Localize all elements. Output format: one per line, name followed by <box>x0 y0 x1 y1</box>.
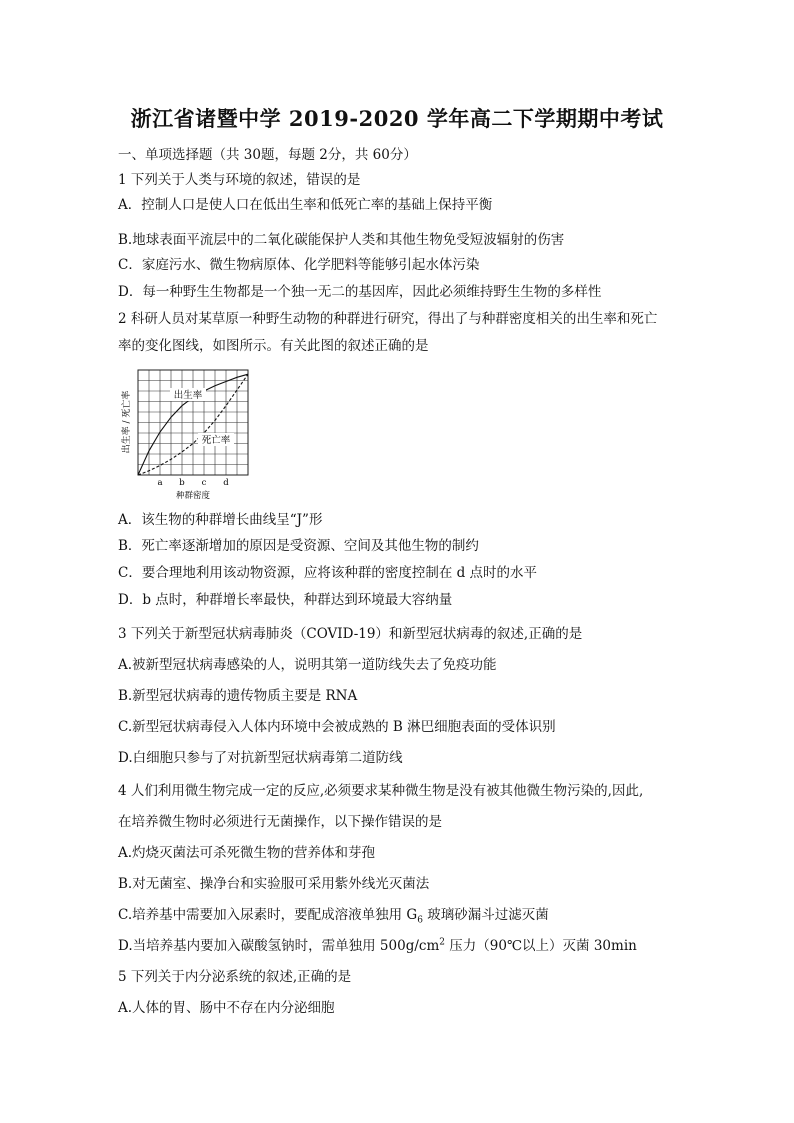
x-tick-label: d <box>223 478 229 488</box>
question-4-stem-line1: 4 人们利用微生物完成一定的反应,必须要求某种微生物是没有被其他微生物污染的,因此, <box>118 783 644 799</box>
question-4-option-b: B.对无菌室、操净台和实验服可采用紫外线光灭菌法 <box>118 876 430 892</box>
question-4-option-a: A.灼烧灭菌法可杀死微生物的营养体和芽孢 <box>118 845 376 861</box>
exam-title: 浙江省诸暨中学 2019-2020 学年高二下学期期中考试 <box>130 106 664 131</box>
option-c-text: C.培养基中需要加入尿素时，要配成溶液单独用 G <box>118 907 418 923</box>
question-2-option-b: B．死亡率逐渐增加的原因是受资源、空间及其他生物的制约 <box>118 538 479 554</box>
question-1-option-b: B.地球表面平流层中的二氧化碳能保护人类和其他生物免受短波辐射的伤害 <box>118 232 565 248</box>
question-4-option-d <box>118 937 637 955</box>
question-3-option-b: B.新型冠状病毒的遗传物质主要是 RNA <box>118 688 358 704</box>
question-2-option-c: C．要合理地利用该动物资源，应将该种群的密度控制在 d 点时的水平 <box>118 565 538 581</box>
x-axis-label: 种群密度 <box>175 491 211 501</box>
question-3-stem: 3 下列关于新型冠状病毒肺炎（COVID-19）和新型冠状病毒的叙述,正确的是 <box>118 626 583 642</box>
question-3-option-c: C.新型冠状病毒侵入人体内环境中会被成熟的 B 淋巴细胞表面的受体识别 <box>118 719 556 735</box>
x-tick-label: b <box>179 478 185 488</box>
question-5-option-a: A.人体的胃、肠中不存在内分泌细胞 <box>118 1000 335 1016</box>
x-tick-label: c <box>201 478 207 488</box>
section-heading: 一、单项选择题（共 30题，每题 2分，共 60分） <box>118 147 417 163</box>
question-2-option-d: D．b 点时，种群增长率最快，种群达到环境最大容纳量 <box>118 592 453 608</box>
death-rate-label: 死亡率 <box>201 435 231 446</box>
question-4-stem-line2: 在培养微生物时必须进行无菌操作，以下操作错误的是 <box>118 814 442 830</box>
x-tick-label: a <box>157 478 163 488</box>
option-d-superscript: 2 <box>439 937 445 948</box>
question-4-option-c <box>118 906 549 924</box>
option-d-text-end: 压力（90℃以上）灭菌 30min <box>444 938 637 954</box>
x-tick-labels <box>157 478 229 488</box>
question-1-option-d: D．每一种野生生物都是一个独一无二的基因库，因此必须维持野生生物的多样性 <box>118 284 602 300</box>
question-2-option-a: A．该生物的种群增长曲线呈“J”形 <box>118 512 323 528</box>
y-axis-label: 出生率 / 死亡率 <box>122 390 132 454</box>
population-chart <box>118 364 258 504</box>
option-d-text: D.当培养基内要加入碳酸氢钠时，需单独用 500g/cm <box>118 938 440 954</box>
question-1-option-c: C．家庭污水、微生物病原体、化学肥料等能够引起水体污染 <box>118 257 480 273</box>
option-c-subscript: 6 <box>417 915 423 926</box>
question-3-option-d: D.白细胞只参与了对抗新型冠状病毒第二道防线 <box>118 750 403 766</box>
question-1-stem: 1 下列关于人类与环境的叙述，错误的是 <box>118 172 361 188</box>
birth-rate-label: 出生率 <box>173 390 203 401</box>
question-5-stem: 5 下列关于内分泌系统的叙述,正确的是 <box>118 969 352 985</box>
question-1-option-a: A．控制人口是使人口在低出生率和低死亡率的基础上保持平衡 <box>118 197 493 213</box>
question-2-stem-line2: 率的变化图线，如图所示。有关此图的叙述正确的是 <box>118 338 429 354</box>
question-3-option-a: A.被新型冠状病毒感染的人，说明其第一道防线失去了免疫功能 <box>118 657 497 673</box>
option-c-text-end: 玻璃砂漏斗过滤灭菌 <box>422 907 549 923</box>
question-2-stem-line1: 2 科研人员对某草原一种野生动物的种群进行研究，得出了与种群密度相关的出生率和死亡 <box>118 311 658 327</box>
chart-grid <box>138 370 248 475</box>
